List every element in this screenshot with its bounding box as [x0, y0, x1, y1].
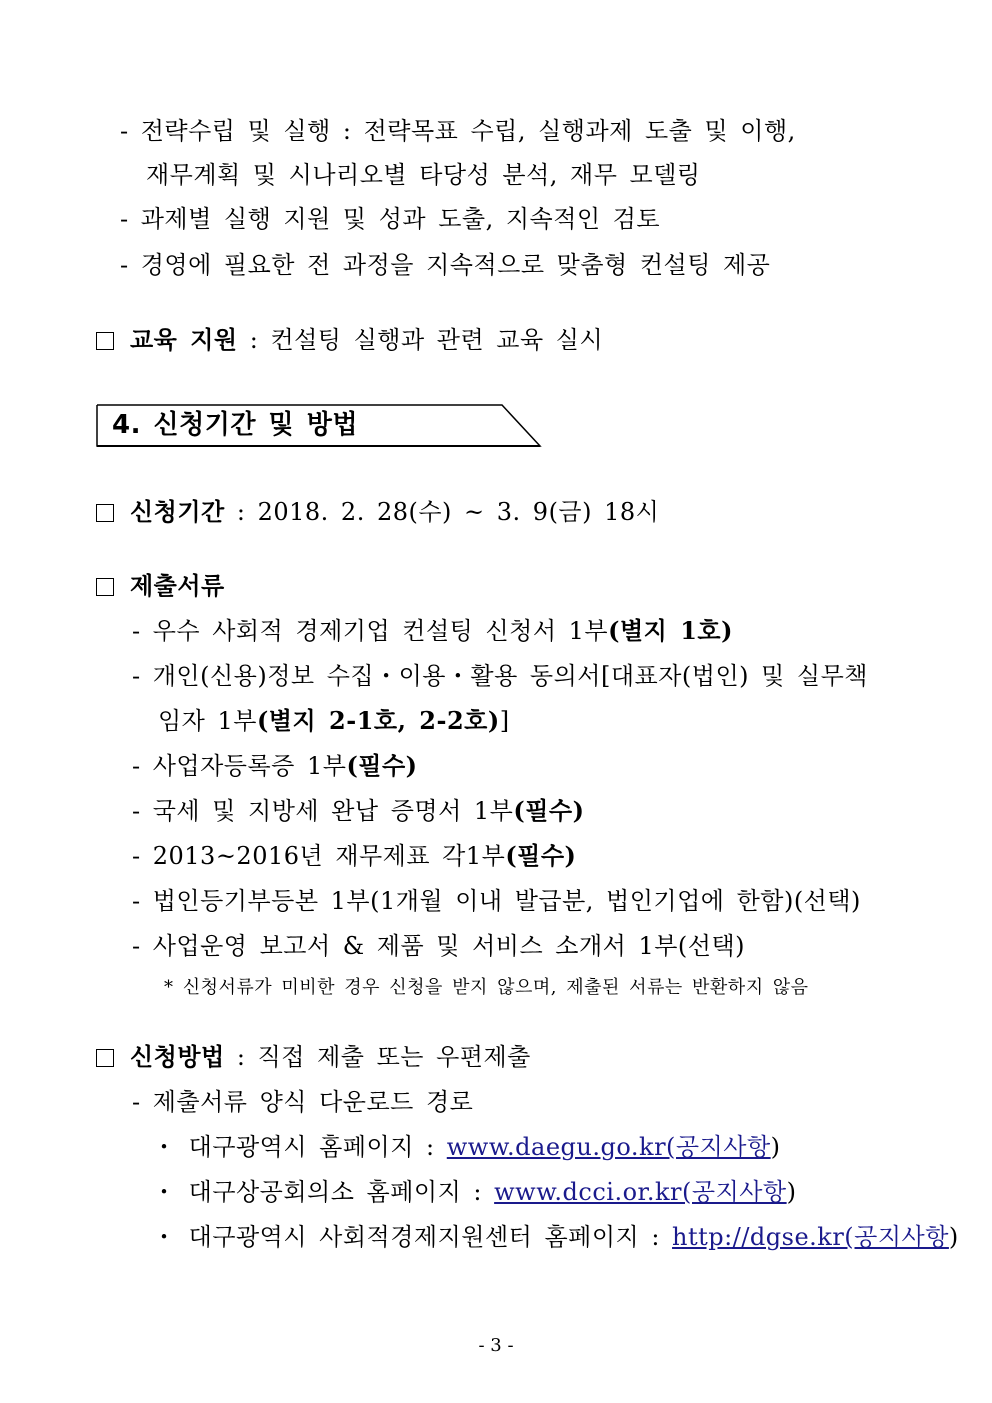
- intro-line: - 경영에 필요한 전 과정을 지속적으로 맞춤형 컨설팅 제공: [120, 251, 771, 279]
- checkbox-square-icon: [96, 504, 114, 522]
- intro-line: 재무계획 및 시나리오별 타당성 분석, 재무 모델링: [146, 161, 701, 189]
- document-line: - 2013~2016년 재무제표 각1부(필수): [132, 841, 577, 870]
- period-label: 신청기간: [130, 497, 225, 526]
- method-label: 신청방법: [130, 1042, 225, 1071]
- document-line: - 사업운영 보고서 & 제품 및 서비스 소개서 1부(선택): [132, 932, 745, 960]
- intro-line: - 전략수립 및 실행 : 전략목표 수립, 실행과제 도출 및 이행,: [120, 117, 796, 145]
- document-line: - 법인등기부등본 1부(1개월 이내 발급분, 법인기업에 한함)(선택): [132, 887, 861, 915]
- education-text: : 컨설팅 실행과 관련 교육 실시: [237, 326, 604, 354]
- dgse-link[interactable]: http://dgse.kr(공지사항: [672, 1223, 949, 1251]
- method-text: : 직접 제출 또는 우편제출: [224, 1043, 531, 1071]
- document-line: - 개인(신용)정보 수집・이용・활용 동의서[대표자(법인) 및 실무책: [132, 662, 868, 690]
- method-sub: - 제출서류 양식 다운로드 경로: [132, 1088, 474, 1116]
- period-text: : 2018. 2. 28(수) ~ 3. 9(금) 18시: [224, 498, 660, 526]
- download-link-item: ・ 대구상공회의소 홈페이지 : www.dcci.or.kr(공지사항): [152, 1178, 797, 1206]
- section-heading-box: [96, 404, 542, 448]
- documents-item: [96, 571, 225, 601]
- checkbox-square-icon: [96, 1049, 114, 1067]
- education-label: 교육 지원: [130, 325, 238, 354]
- daegu-link[interactable]: www.daegu.go.kr(공지사항: [446, 1133, 771, 1161]
- checkbox-square-icon: [96, 578, 114, 596]
- document-line: - 사업자등록증 1부(필수): [132, 751, 418, 780]
- document-line: - 우수 사회적 경제기업 컨설팅 신청서 1부(별지 1호): [132, 616, 733, 645]
- download-link-item: ・ 대구광역시 홈페이지 : www.daegu.go.kr(공지사항): [152, 1133, 781, 1161]
- documents-label: 제출서류: [130, 571, 225, 600]
- document-line: 임자 1부(별지 2-1호, 2-2호)]: [158, 706, 510, 735]
- page-number: - 3 -: [478, 1335, 514, 1356]
- period-item: [96, 497, 659, 527]
- education-item: [96, 325, 603, 355]
- download-link-item: ・ 대구광역시 사회적경제지원센터 홈페이지 : http://dgse.kr(공지사항): [152, 1223, 959, 1251]
- document-line: - 국세 및 지방세 완납 증명서 1부(필수): [132, 796, 585, 825]
- checkbox-square-icon: [96, 332, 114, 350]
- intro-line: - 과제별 실행 지원 및 성과 도출, 지속적인 검토: [120, 205, 661, 233]
- section-heading: 4. 신청기간 및 방법: [112, 410, 358, 440]
- documents-note: * 신청서류가 미비한 경우 신청을 받지 않으며, 제출된 서류는 반환하지 않음: [164, 977, 809, 998]
- dcci-link[interactable]: www.dcci.or.kr(공지사항: [494, 1178, 787, 1206]
- method-item: [96, 1042, 531, 1072]
